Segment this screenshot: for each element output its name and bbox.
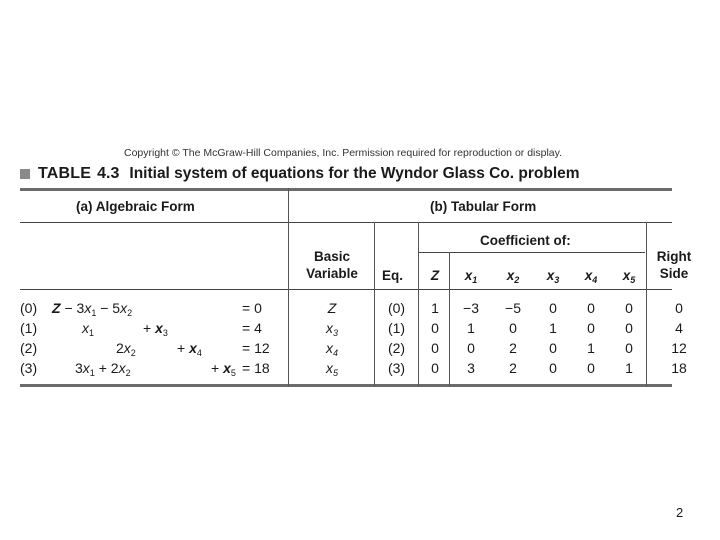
tabular-row-1-basic (290, 320, 374, 336)
algebraic-row-2-rhs: = 12 (242, 340, 270, 356)
algebraic-row-1-term-x3: + $x_3$ (143, 320, 168, 338)
tabular-row-2-basic-sub: 4 (332, 348, 338, 358)
right-side-header (647, 248, 701, 282)
tabular-row-2-basic (290, 340, 374, 356)
algebraic-row-0-index: (0) (20, 300, 38, 316)
coef-header-x1 (456, 268, 486, 283)
tabular-row-0-eq: (0) (387, 300, 406, 316)
coef-header-x2 (498, 268, 528, 283)
coef-header-x1-sub: 1 (472, 275, 478, 285)
right-side-line1: Right (656, 249, 692, 264)
tabular-row-3-basic (290, 360, 374, 376)
basic-variable-header (290, 248, 374, 282)
algebraic-row-3-rhs: = 18 (242, 360, 270, 376)
square-bullet-icon (20, 169, 30, 179)
tabular-form-header: (b) Tabular Form (430, 199, 537, 214)
coef-header-x4-sub: 4 (592, 275, 598, 285)
table-title: Initial system of equations for the Wyndor Glass Co. problem (129, 165, 580, 182)
z-x1-divider (449, 252, 450, 386)
tabular-row-0-coef-x1: −3 (463, 300, 479, 316)
tabular-row-1-coef-x3: 1 (549, 320, 557, 336)
algebraic-row-3-index: (3) (20, 360, 38, 376)
tabular-row-2-coef-x1: 0 (467, 340, 475, 356)
table-label: TABLE (38, 165, 92, 182)
algebraic-row-1-index: (1) (20, 320, 38, 336)
tabular-row-2-coef-x5: 0 (625, 340, 633, 356)
algebraic-row-0-lhs: $Z - 3x_1 - 5x_2$ (52, 300, 133, 318)
tabular-row-3-coef-x2: 2 (509, 360, 517, 376)
eq-coef-divider (418, 222, 419, 386)
tabular-row-2-coef-x4: 1 (587, 340, 595, 356)
basic-variable-line2: Variable (306, 266, 358, 281)
tabular-row-1-coef-x1: 1 (467, 320, 475, 336)
tabular-row-3-coef-x1: 3 (467, 360, 475, 376)
coef-header-z (423, 268, 447, 283)
algebraic-row-1-term-x1: $x_1$ (82, 320, 95, 338)
tabular-row-0-basic (290, 300, 374, 316)
algebraic-form-header: (a) Algebraic Form (76, 199, 195, 214)
coefficient-rule (419, 252, 645, 253)
coef-header-x5 (614, 268, 644, 283)
tabular-row-2-basic-base: x (325, 340, 333, 356)
tabular-row-1-coef-x5: 0 (625, 320, 633, 336)
coef-header-x1-base: x (464, 268, 473, 283)
basic-variable-line1: Basic (313, 249, 351, 264)
coef-header-x4 (576, 268, 606, 283)
tabular-row-0-rhs: 0 (675, 300, 683, 316)
tabular-row-3-coef-z: 0 (431, 360, 439, 376)
algebraic-row-3-lhs: $3x_1 + 2x_2$ (75, 360, 131, 378)
tabular-row-1-basic-base: x (325, 320, 333, 336)
page-number: 2 (676, 505, 684, 520)
algebraic-row-2-index: (2) (20, 340, 38, 356)
tabular-row-3-coef-x3: 0 (549, 360, 557, 376)
tabular-row-0-coef-x3: 0 (549, 300, 557, 316)
header-rule (20, 222, 672, 223)
bottom-rule (20, 384, 672, 387)
tabular-row-2-rhs: 12 (671, 340, 687, 356)
copyright-notice: Copyright © The McGraw-Hill Companies, Inc. Permission required for reproduction or display. (124, 147, 563, 159)
coef-header-x5-base: x (622, 268, 631, 283)
section-divider (288, 188, 289, 386)
table-number: 4.3 (97, 165, 120, 182)
algebraic-row-1-rhs: = 4 (242, 320, 262, 336)
tabular-row-3-rhs: 18 (671, 360, 687, 376)
algebraic-row-3-term-x5: + $x_5$ (211, 360, 236, 378)
tabular-row-1-eq: (1) (387, 320, 406, 336)
algebraic-row-0-rhs: = 0 (242, 300, 262, 316)
coef-header-x5-sub: 5 (630, 275, 636, 285)
tabular-row-3-coef-x4: 0 (587, 360, 595, 376)
tabular-row-2-eq: (2) (387, 340, 406, 356)
coef-header-x2-base: x (506, 268, 515, 283)
tabular-row-0-coef-x5: 0 (625, 300, 633, 316)
tabular-row-1-rhs: 4 (675, 320, 683, 336)
tabular-row-1-coef-z: 0 (431, 320, 439, 336)
coef-header-z-label: Z (430, 268, 440, 283)
tabular-row-0-basic-base: Z (327, 300, 337, 316)
tabular-row-0-coef-x4: 0 (587, 300, 595, 316)
tabular-row-3-basic-sub: 5 (332, 368, 338, 378)
coef-header-x3-base: x (546, 268, 555, 283)
tabular-row-0-coef-z: 1 (431, 300, 439, 316)
tabular-row-3-basic-base: x (325, 360, 333, 376)
algebraic-row-2-term-x4: + $x_4$ (177, 340, 202, 358)
right-side-line2: Side (659, 266, 689, 281)
coef-header-x4-base: x (584, 268, 593, 283)
eq-header: Eq. (382, 268, 404, 283)
tabular-row-1-coef-x2: 0 (509, 320, 517, 336)
equations-table (20, 188, 692, 388)
body-rule (20, 289, 672, 290)
tabular-row-3-coef-x5: 1 (625, 360, 633, 376)
coef-header-x3 (538, 268, 568, 283)
tabular-row-1-coef-x4: 0 (587, 320, 595, 336)
tabular-row-0-coef-x2: −5 (505, 300, 521, 316)
table-caption (20, 163, 580, 185)
coefficient-of-header: Coefficient of: (480, 233, 571, 248)
coef-header-x3-sub: 3 (554, 275, 560, 285)
tabular-row-1-basic-sub: 3 (332, 328, 338, 338)
coef-header-x2-sub: 2 (514, 275, 520, 285)
tabular-row-2-coef-z: 0 (431, 340, 439, 356)
tabular-row-3-eq: (3) (387, 360, 406, 376)
top-rule (20, 188, 672, 191)
tabular-row-2-coef-x3: 0 (549, 340, 557, 356)
tabular-row-2-coef-x2: 2 (509, 340, 517, 356)
algebraic-row-2-term-x2: $2x_2$ (116, 340, 136, 358)
